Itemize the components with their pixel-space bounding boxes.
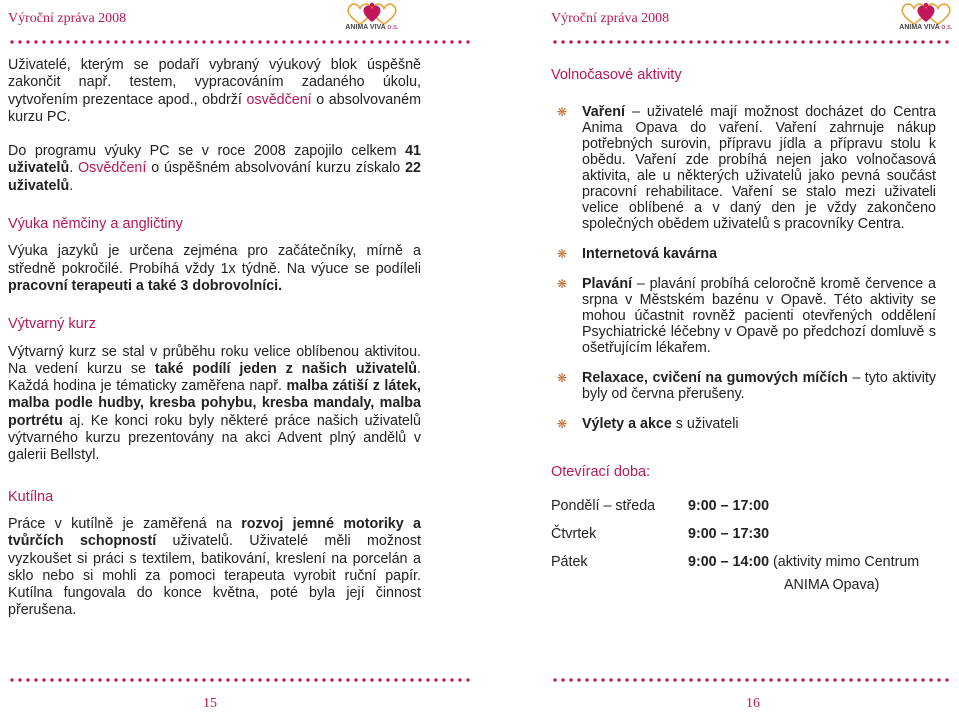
snowflake-bullet-icon: ❋ [557, 277, 568, 292]
list-item: ❋ Výlety a akce s uživateli [557, 416, 739, 433]
art-heading: Výtvarný kurz [8, 316, 96, 333]
leisure-heading: Volnočasové aktivity [551, 67, 682, 83]
art-paragraph: Výtvarný kurz se stal v průběhu roku velice oblíbenou aktivitou. Na vedení kurzu se také podílí jeden z našich uživatelů. Každá hodina je tématicky zaměřena např. malba zátiší z látek, malba podle hudby, kresba pohybu, kresba mandaly, malba portrétu aj. Ke konci roku byly některé práce našich uživatelů výtvarného kurzu prezentovány na akci Advent plný andělů v galerii Bellstyl. [8, 343, 422, 464]
footer-dot-divider [8, 676, 470, 684]
left-content [8, 57, 421, 620]
snowflake-bullet-icon: ❋ [557, 417, 568, 432]
logo-text: ANIMA VIVA [345, 24, 386, 31]
intro-paragraph: Uživatelé, kterým se podaří vybraný výukový blok úspěšně zakončit např. testem, vypracováním zadaného úkolu, vytvořením prezentace apod., obdrží osvědčení o absolvovaném kurzu PC. [8, 57, 421, 125]
pc-stats-paragraph: Do programu výuky PC se v roce 2008 zapojilo celkem 41 uživatelů. Osvědčení o úspěšném absolvování kurzu získalo 22 uživatelů. [8, 143, 421, 194]
header-dot-divider [551, 38, 951, 46]
snowflake-bullet-icon: ❋ [557, 371, 568, 386]
right-content [551, 67, 936, 594]
logo-suffix: o.s. [941, 24, 953, 31]
snowflake-bullet-icon: ❋ [557, 247, 568, 262]
snowflake-bullet-icon: ❋ [557, 105, 568, 120]
page-number: 15 [203, 696, 217, 711]
leisure-list [551, 104, 936, 432]
anima-viva-logo [342, 2, 402, 36]
page-number: 16 [746, 696, 760, 711]
footer-dot-divider [551, 676, 951, 684]
table-row: ANIMA Opava) [784, 576, 880, 593]
languages-paragraph: Výuka jazyků je určena zejména pro začátečníky, mírně a středně pokročilé. Probíhá vždy 1x týdně. Na výuce se podíleli pracovní terapeuti a také 3 dobrovolníci. [8, 243, 421, 294]
list-item: ❋ Relaxace, cvičení na gumových míčích – tyto aktivity byly od června přerušeny. [557, 370, 936, 403]
table-row: Pátek 9:00 – 14:00 (aktivity mimo Centrum [551, 553, 920, 570]
header-title: Výroční zpráva 2008 [551, 11, 670, 26]
list-item: ❋ Vaření – uživatelé mají možnost docházet do Centra Anima Opava do vaření. Vaření zahrnuje nákup potřebných surovin, přípravu jídla a přípravu stolu k obědu. Vaření zde probíhá nejen jako volnočasová aktivita, ale u některých uživatelů jako pevná součást pracovní rehabilitace. Vaření se stalo mezi uživateli velice oblíbené a v daný den je vždy zakončeno společných obědem uživatelů s pracovníky Centra. [557, 104, 936, 233]
languages-heading: Výuka němčiny a angličtiny [8, 216, 183, 233]
kiln-heading: Kutílna [8, 488, 54, 505]
logo-text: ANIMA VIVA [899, 24, 940, 31]
hours-heading: Otevírací doba: [551, 464, 651, 481]
table-row: Pondělí – středa 9:00 – 17:00 [551, 497, 770, 514]
list-item: ❋ Internetová kavárna [557, 246, 718, 263]
left-page [0, 0, 479, 716]
anima-viva-logo [896, 2, 956, 36]
logo-suffix: o.s. [387, 24, 399, 31]
kiln-paragraph: Práce v kutílně je zaměřená na rozvoj jemné motoriky a tvůrčích schopností uživatelů. Uživatelé měli možnost vyzkoušet si práci s textilem, batikování, kreslení na porcelán a sklo nebo si mohli za pomoci terapeuta vyrobit ruční papír. Kutílna fungovala do konce května, poté byla její činnost přerušena. [8, 515, 422, 619]
list-item: ❋ Plavání – plavání probíhá celoročně kromě července a srpna v Městském bazénu v Opavě. Této aktivity se mohou účastnit rovněž pacienti otevřených oddělení Psychiatrické léčebny v Opavě po předchozí domluvě s ošetřujícím lékařem. [557, 276, 936, 357]
hearts-logo-icon [898, 2, 954, 26]
right-page [480, 0, 959, 716]
hearts-logo-icon [344, 2, 400, 26]
header-title: Výroční zpráva 2008 [8, 11, 127, 26]
header-dot-divider [8, 38, 470, 46]
hours-table [551, 498, 919, 594]
table-row: Čtvrtek 9:00 – 17:30 [551, 525, 770, 542]
